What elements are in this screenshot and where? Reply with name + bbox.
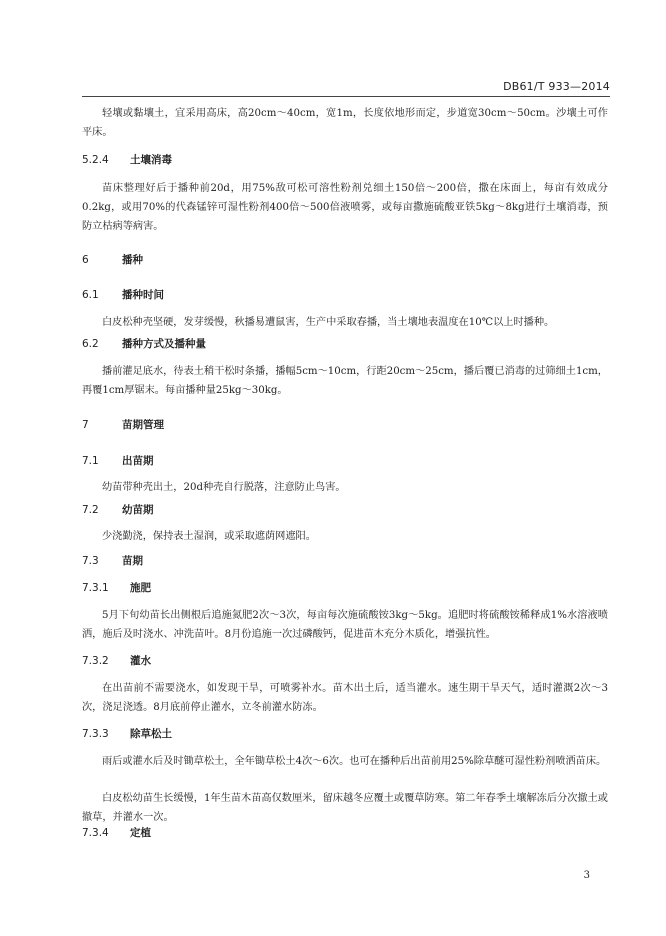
heading-number: 7.3.1 — [82, 582, 109, 594]
heading-title: 出苗期 — [122, 455, 154, 467]
paragraph-sowing-time: 白皮松种壳坚硬，发芽缓慢，秋播易遭鼠害，生产中采取春播，当土壤地表温度在10℃以上时播种。 — [102, 317, 555, 328]
heading-7-1 — [82, 453, 154, 469]
header-rule — [82, 96, 610, 97]
heading-7-3-1 — [82, 580, 151, 596]
paragraph-fertilizing: 5月下旬幼苗长出侧根后追施氮肥2次～3次，每亩每次施硫酸铵3kg～5kg。追肥时将硫酸铵稀释成1%水溶液喷洒，施后及时浇水、冲洗苗叶。8月份追施一次过磷酸钙，促进苗木充分木质化，增强抗性。 — [82, 610, 608, 640]
heading-6-2 — [82, 336, 206, 352]
heading-title: 土壤消毒 — [130, 154, 172, 166]
heading-number: 7.3 — [82, 555, 99, 567]
heading-number: 7.3.3 — [82, 728, 109, 740]
heading-number: 6.2 — [82, 338, 99, 350]
heading-title: 定植 — [130, 827, 151, 839]
heading-7 — [82, 417, 164, 433]
heading-5-2-4 — [82, 152, 172, 168]
heading-title: 苗期 — [122, 555, 143, 567]
heading-title: 苗期管理 — [122, 419, 164, 431]
heading-title: 施肥 — [130, 582, 151, 594]
heading-number: 7.3.4 — [82, 827, 109, 839]
page-number: 3 — [583, 870, 590, 881]
heading-7-3-2 — [82, 653, 151, 669]
paragraph-bed-type: 轻壤或黏壤土，宜采用高床，高20cm～40cm，宽1m，长度依地形而定，步道宽30cm～50cm。沙壤土可作平床。 — [82, 108, 608, 138]
standard-id: DB61/T 933—2014 — [503, 80, 610, 93]
heading-title: 灌水 — [130, 655, 151, 667]
heading-title: 除草松土 — [130, 728, 172, 740]
heading-number: 7.3.2 — [82, 655, 109, 667]
heading-7-3 — [82, 553, 143, 569]
paragraph-emergence: 幼苗带种壳出土，20d种壳自行脱落，注意防止鸟害。 — [102, 482, 346, 493]
heading-6-1 — [82, 287, 164, 303]
paragraph-watering: 在出苗前不需要浇水，如发现干旱，可喷雾补水。苗木出土后，适当灌水。速生期干旱天气，适时灌溉2次～3次，浇足浇透。8月底前停止灌水，立冬前灌水防冻。 — [82, 683, 608, 713]
heading-number: 7.1 — [82, 455, 99, 467]
paragraph-soil-disinfection: 苗床整理好后于播种前20d，用75%敌可松可溶性粉剂兑细土150倍～200倍，撒在床面上，每亩有效成分0.2kg，或用70%的代森锰锌可湿性粉剂400倍～500倍液喷雾，或每亩撒施硫酸亚铁5kg～8kg进行土壤消毒，预防立枯病等病害。 — [82, 183, 608, 232]
heading-number: 5.2.4 — [82, 154, 109, 166]
paragraph-sowing-method: 播前灌足底水，待表土稍干松时条播，播幅5cm～10cm，行距20cm～25cm，播后覆已消毒的过筛细土1cm，再覆1cm厚锯末。每亩播种量25kg～30kg。 — [82, 366, 608, 396]
heading-title: 播种 — [122, 254, 143, 266]
heading-7-3-4 — [82, 825, 151, 841]
heading-number: 7.2 — [82, 504, 99, 516]
heading-7-2 — [82, 502, 154, 518]
heading-title: 播种时间 — [122, 289, 164, 301]
heading-7-3-3 — [82, 726, 172, 742]
heading-number: 7 — [82, 419, 89, 431]
heading-number: 6.1 — [82, 289, 99, 301]
heading-title: 幼苗期 — [122, 504, 154, 516]
heading-title: 播种方式及播种量 — [122, 338, 206, 350]
heading-number: 6 — [82, 254, 89, 266]
heading-6 — [82, 252, 143, 268]
paragraph-seedling: 少浇勤浇，保持表土湿润，或采取遮荫网遮阳。 — [102, 531, 316, 542]
paragraph-overwintering: 白皮松幼苗生长缓慢，1年生苗木苗高仅数厘米，留床越冬应覆土或覆草防寒。第二年春季土壤解冻后分次撤土或撤草，并灌水一次。 — [82, 793, 608, 823]
paragraph-weeding: 雨后或灌水后及时锄草松土，全年锄草松土4次～6次。也可在播种后出苗前用25%除草醚可湿性粉剂喷洒苗床。 — [102, 756, 607, 767]
